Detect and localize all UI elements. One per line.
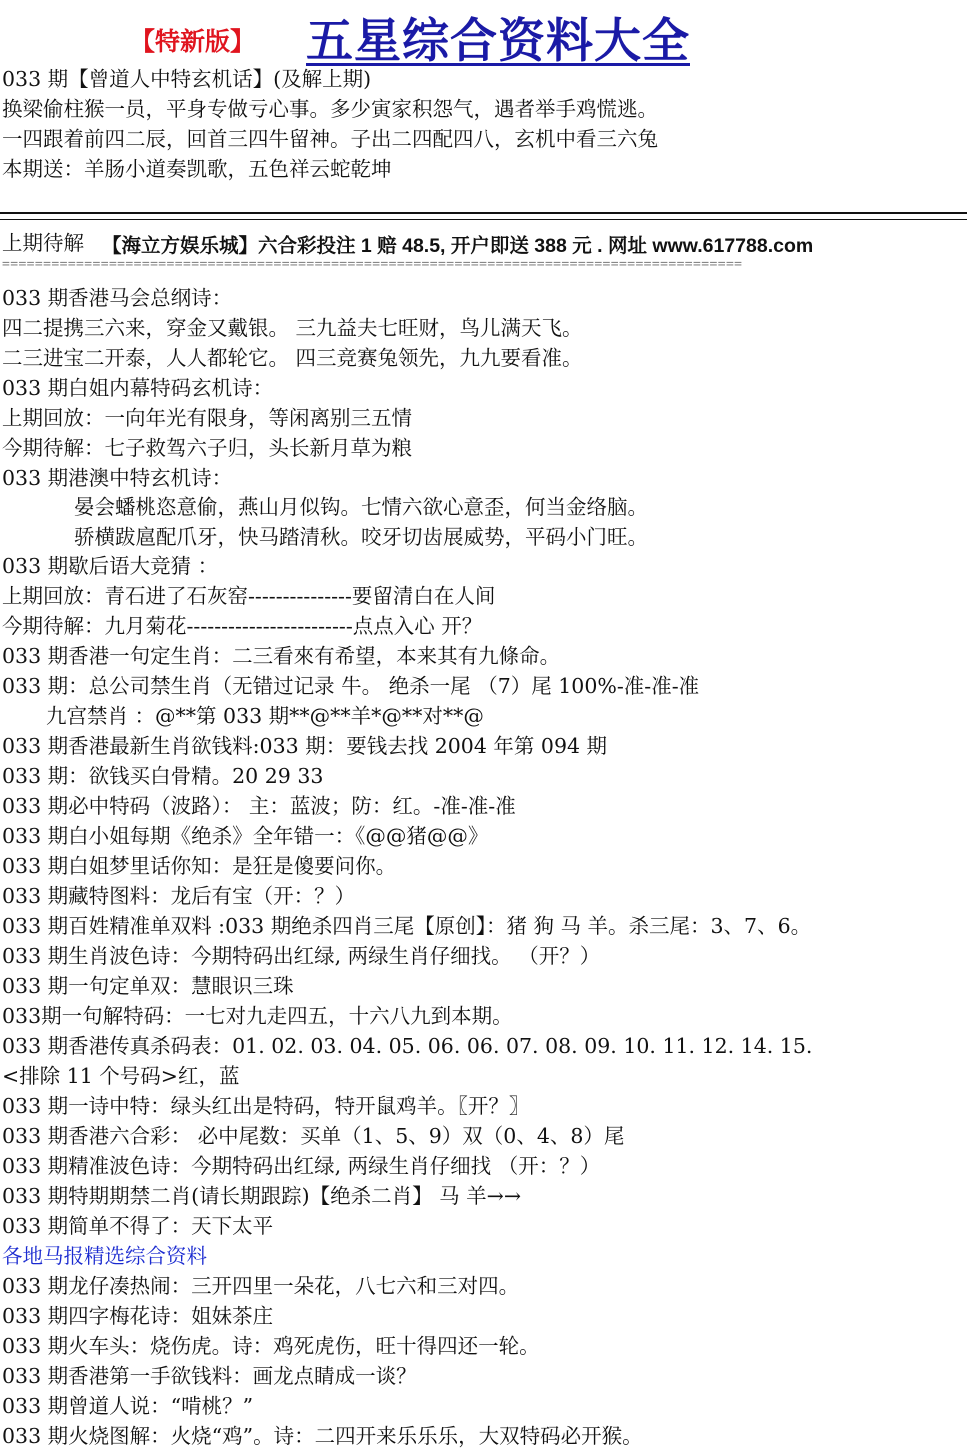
text-line: 033 期白姐内幕特码玄机诗： — [2, 376, 274, 400]
intro-line: 换梁偷柱猴一员，平身专做亏心事。多少寅家积怨气，遇者举手鸡慌逃。 — [2, 97, 658, 121]
edition-badge: 【特新版】 — [130, 27, 256, 56]
text-line: 033 期香港马会总纲诗： — [2, 286, 233, 310]
page-header — [0, 0, 967, 69]
intro-line: 本期送：羊肠小道奏凯歌，五色祥云蛇乾坤 — [2, 157, 392, 181]
text-line: 033 期火烧图解：火烧“鸡”。诗：二四开来乐乐乐，大双特码必开猴。 — [2, 1424, 643, 1448]
text-line: 033 期白小姐每期《绝杀》全年错一：《@@猪@@》 — [2, 824, 489, 848]
text-line: 033 期一句定单双：慧眼识三珠 — [2, 974, 294, 998]
text-line: 033 期龙仔凑热闹：三开四里一朵花，八七六和三对四。 — [2, 1274, 520, 1298]
text-line: 今期待解：九月菊花------------------------点点入心 开？ — [2, 614, 483, 638]
text-line: 033 期必中特码（波路）： 主：蓝波；防：红。-准-准-准 — [2, 794, 516, 818]
separator-line: ========================================================================================== — [2, 257, 743, 272]
intro-line: 一四跟着前四二辰，回首三四牛留神。子出二四配四八，玄机中看三六兔 — [2, 127, 658, 151]
text-line: 033 期香港最新生肖欲钱料:033 期：要钱去找 2004 年第 094 期 — [2, 734, 608, 758]
text-line: 骄横跋扈配爪牙，快马踏清秋。咬牙切齿展威势，平码小门旺。 — [74, 525, 648, 549]
text-line: 033期一句解特码：一七对九走四五，十六八九到本期。 — [2, 1004, 513, 1028]
text-line: 晏会蟠桃恣意偷，燕山月似钩。七情六欲心意歪，何当金络脑。 — [74, 495, 648, 519]
text-line: 033 期：总公司禁生肖（无错过记录 牛。 绝杀一尾 （7）尾 100%-准-准-准 — [2, 674, 700, 698]
divider-thick — [0, 212, 967, 214]
text-line: 033 期四字梅花诗：姐妹茶庄 — [2, 1304, 274, 1328]
text-line: 033 期简单不得了：天下太平 — [2, 1214, 274, 1238]
text-line: <排除 11 个号码>红，蓝 — [2, 1064, 240, 1088]
text-line: 033 期火车头：烧伤虎。诗：鸡死虎伤，旺十得四还一轮。 — [2, 1334, 540, 1358]
text-line: 四二提携三六来，穿金又戴银。 三九益夫七旺财，鸟儿满天飞。 — [2, 316, 583, 340]
text-line: 033 期特期期禁二肖(请长期跟踪)【绝杀二肖】 马 羊→→ — [2, 1184, 522, 1208]
page-title: 五星综合资料大全 — [306, 14, 690, 69]
text-line: 033 期一诗中特：绿头红出是特码，特开鼠鸡羊。〖开？〗 — [2, 1094, 530, 1118]
text-line: 033 期香港一句定生肖：二三看來有希望，本来其有九條命。 — [2, 644, 561, 668]
text-line: 033 期香港传真杀码表：01. 02. 03. 04. 05. 06. 06. 07. 08. 09. 10. 11. 12. 14. 15. — [2, 1034, 813, 1058]
text-line: 033 期精准波色诗：今期特码出红绿, 两绿生肖仔细找 （开：？） — [2, 1154, 601, 1178]
intro-line: 033 期【曾道人中特玄机话】(及解上期) — [2, 67, 372, 91]
text-line: 033 期百姓精准单双料 :033 期绝杀四肖三尾【原创】：猪 狗 马 羊。杀三尾：3、7、6。 — [2, 914, 812, 938]
text-line: 033 期生肖波色诗：今期特码出红绿, 两绿生肖仔细找。 （开？） — [2, 944, 601, 968]
text-line: 033 期：欲钱买白骨精。20 29 33 — [2, 764, 324, 788]
text-line: 二三进宝二开泰，人人都轮它。 四三竞赛兔领先，九九要看准。 — [2, 346, 583, 370]
text-line: 033 期歇后语大竞猜 ： — [2, 554, 219, 578]
ad-banner: 【海立方娱乐城】六合彩投注 1 赔 48.5, 开户即送 388 元 . 网址 www.617788.com — [102, 235, 814, 257]
text-line: 上期回放：一向年光有限身，等闲离别三五情 — [2, 406, 412, 430]
divider-thin — [0, 219, 967, 220]
text-line: 033 期香港六合彩： 必中尾数：买单（1、5、9）双（0、4、8）尾 — [2, 1124, 625, 1148]
text-line: 上期回放：青石进了石灰窑---------------要留清白在人间 — [2, 584, 496, 608]
text-line: 033 期香港第一手欲钱料：画龙点睛成一谈？ — [2, 1364, 417, 1388]
text-line: 033 期白姐梦里话你知：是狂是傻要问你。 — [2, 854, 397, 878]
text-line: 033 期港澳中特玄机诗： — [2, 466, 233, 490]
text-line: 九宫禁肖 ：@**第 033 期**@**羊*@**对**@ — [46, 704, 484, 728]
text-line: 033 期曾道人说：“啃桃？” — [2, 1394, 254, 1418]
text-line: 033 期藏特图料：龙后有宝（开：？） — [2, 884, 356, 908]
text-line: 今期待解：七子救驾六子归，头长新月草为粮 — [2, 436, 412, 460]
previous-issue-label: 上期待解 — [2, 231, 84, 255]
section-heading: 各地马报精选综合资料 — [2, 1244, 207, 1268]
